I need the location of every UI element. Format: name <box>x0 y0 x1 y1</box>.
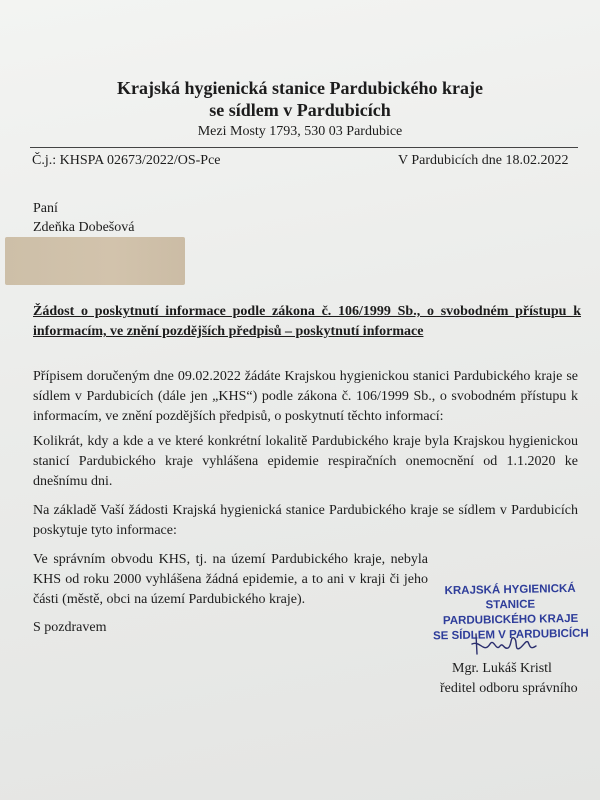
office-subtitle: se sídlem v Pardubicích <box>209 100 391 120</box>
paragraph-question: Kolikrát, kdy a kde a ve které konkrétní lokalitě Pardubického kraje byla Krajskou hygienickou stanicí Pardubického kraje vyhlášena epidemie respiračních onemocnění od 1.1.2020 ke dnešnímu dni. <box>33 434 578 489</box>
paragraph-response: Ve správním obvodu KHS, tj. na území Pardubického kraje, nebyla KHS od roku 2000 vyhlášena žádná epidemie, a to ani v kraji či jeho části (městě, obci na území Pardubického kraje). <box>33 552 428 607</box>
closing-greeting: S pozdravem <box>33 620 107 635</box>
paragraph-request: Přípisem doručeným dne 09.02.2022 žádáte Krajskou hygienickou stanici Pardubického kraje se sídlem v Pardubicích (dále jen „KHS“) podle zákona č. 106/1999 Sb., o svobodném přístupu k informacím, ve znění pozdějších předpisů, o poskytnutí těchto informací: <box>33 369 578 424</box>
header-divider <box>30 147 578 148</box>
place-date: V Pardubicích dne 18.02.2022 <box>398 153 569 168</box>
stamp-line-2: PARDUBICKÉHO KRAJE <box>442 612 579 628</box>
signatory-role: ředitel odboru správního <box>440 681 578 696</box>
handwritten-signature <box>470 630 550 658</box>
redacted-address-block <box>5 237 185 285</box>
signatory-name: Mgr. Lukáš Kristl <box>452 661 552 676</box>
stamp-line-3: SE SÍDLEM V PARDUBICÍCH <box>432 627 589 643</box>
paragraph-response-intro: Na základě Vaší žádosti Krajská hygienická stanice Pardubického kraje se sídlem v Pardubicích poskytuje tyto informace: <box>33 503 578 538</box>
reference-number: Č.j.: KHSPA 02673/2022/OS-Pce <box>32 153 221 168</box>
letter-subject: Žádost o poskytnutí informace podle zákona č. 106/1999 Sb., o svobodném přístupu k informacím, ve znění pozdějších předpisů – poskytnutí informace <box>33 304 581 339</box>
recipient-name: Zdeňka Dobešová <box>33 220 135 235</box>
recipient-salutation: Paní <box>33 201 58 216</box>
office-address: Mezi Mosty 1793, 530 03 Pardubice <box>197 124 403 139</box>
office-title: Krajská hygienická stanice Pardubického kraje <box>116 78 483 98</box>
stamp-line-1: KRAJSKÁ HYGIENICKÁ STANICE <box>444 582 576 612</box>
